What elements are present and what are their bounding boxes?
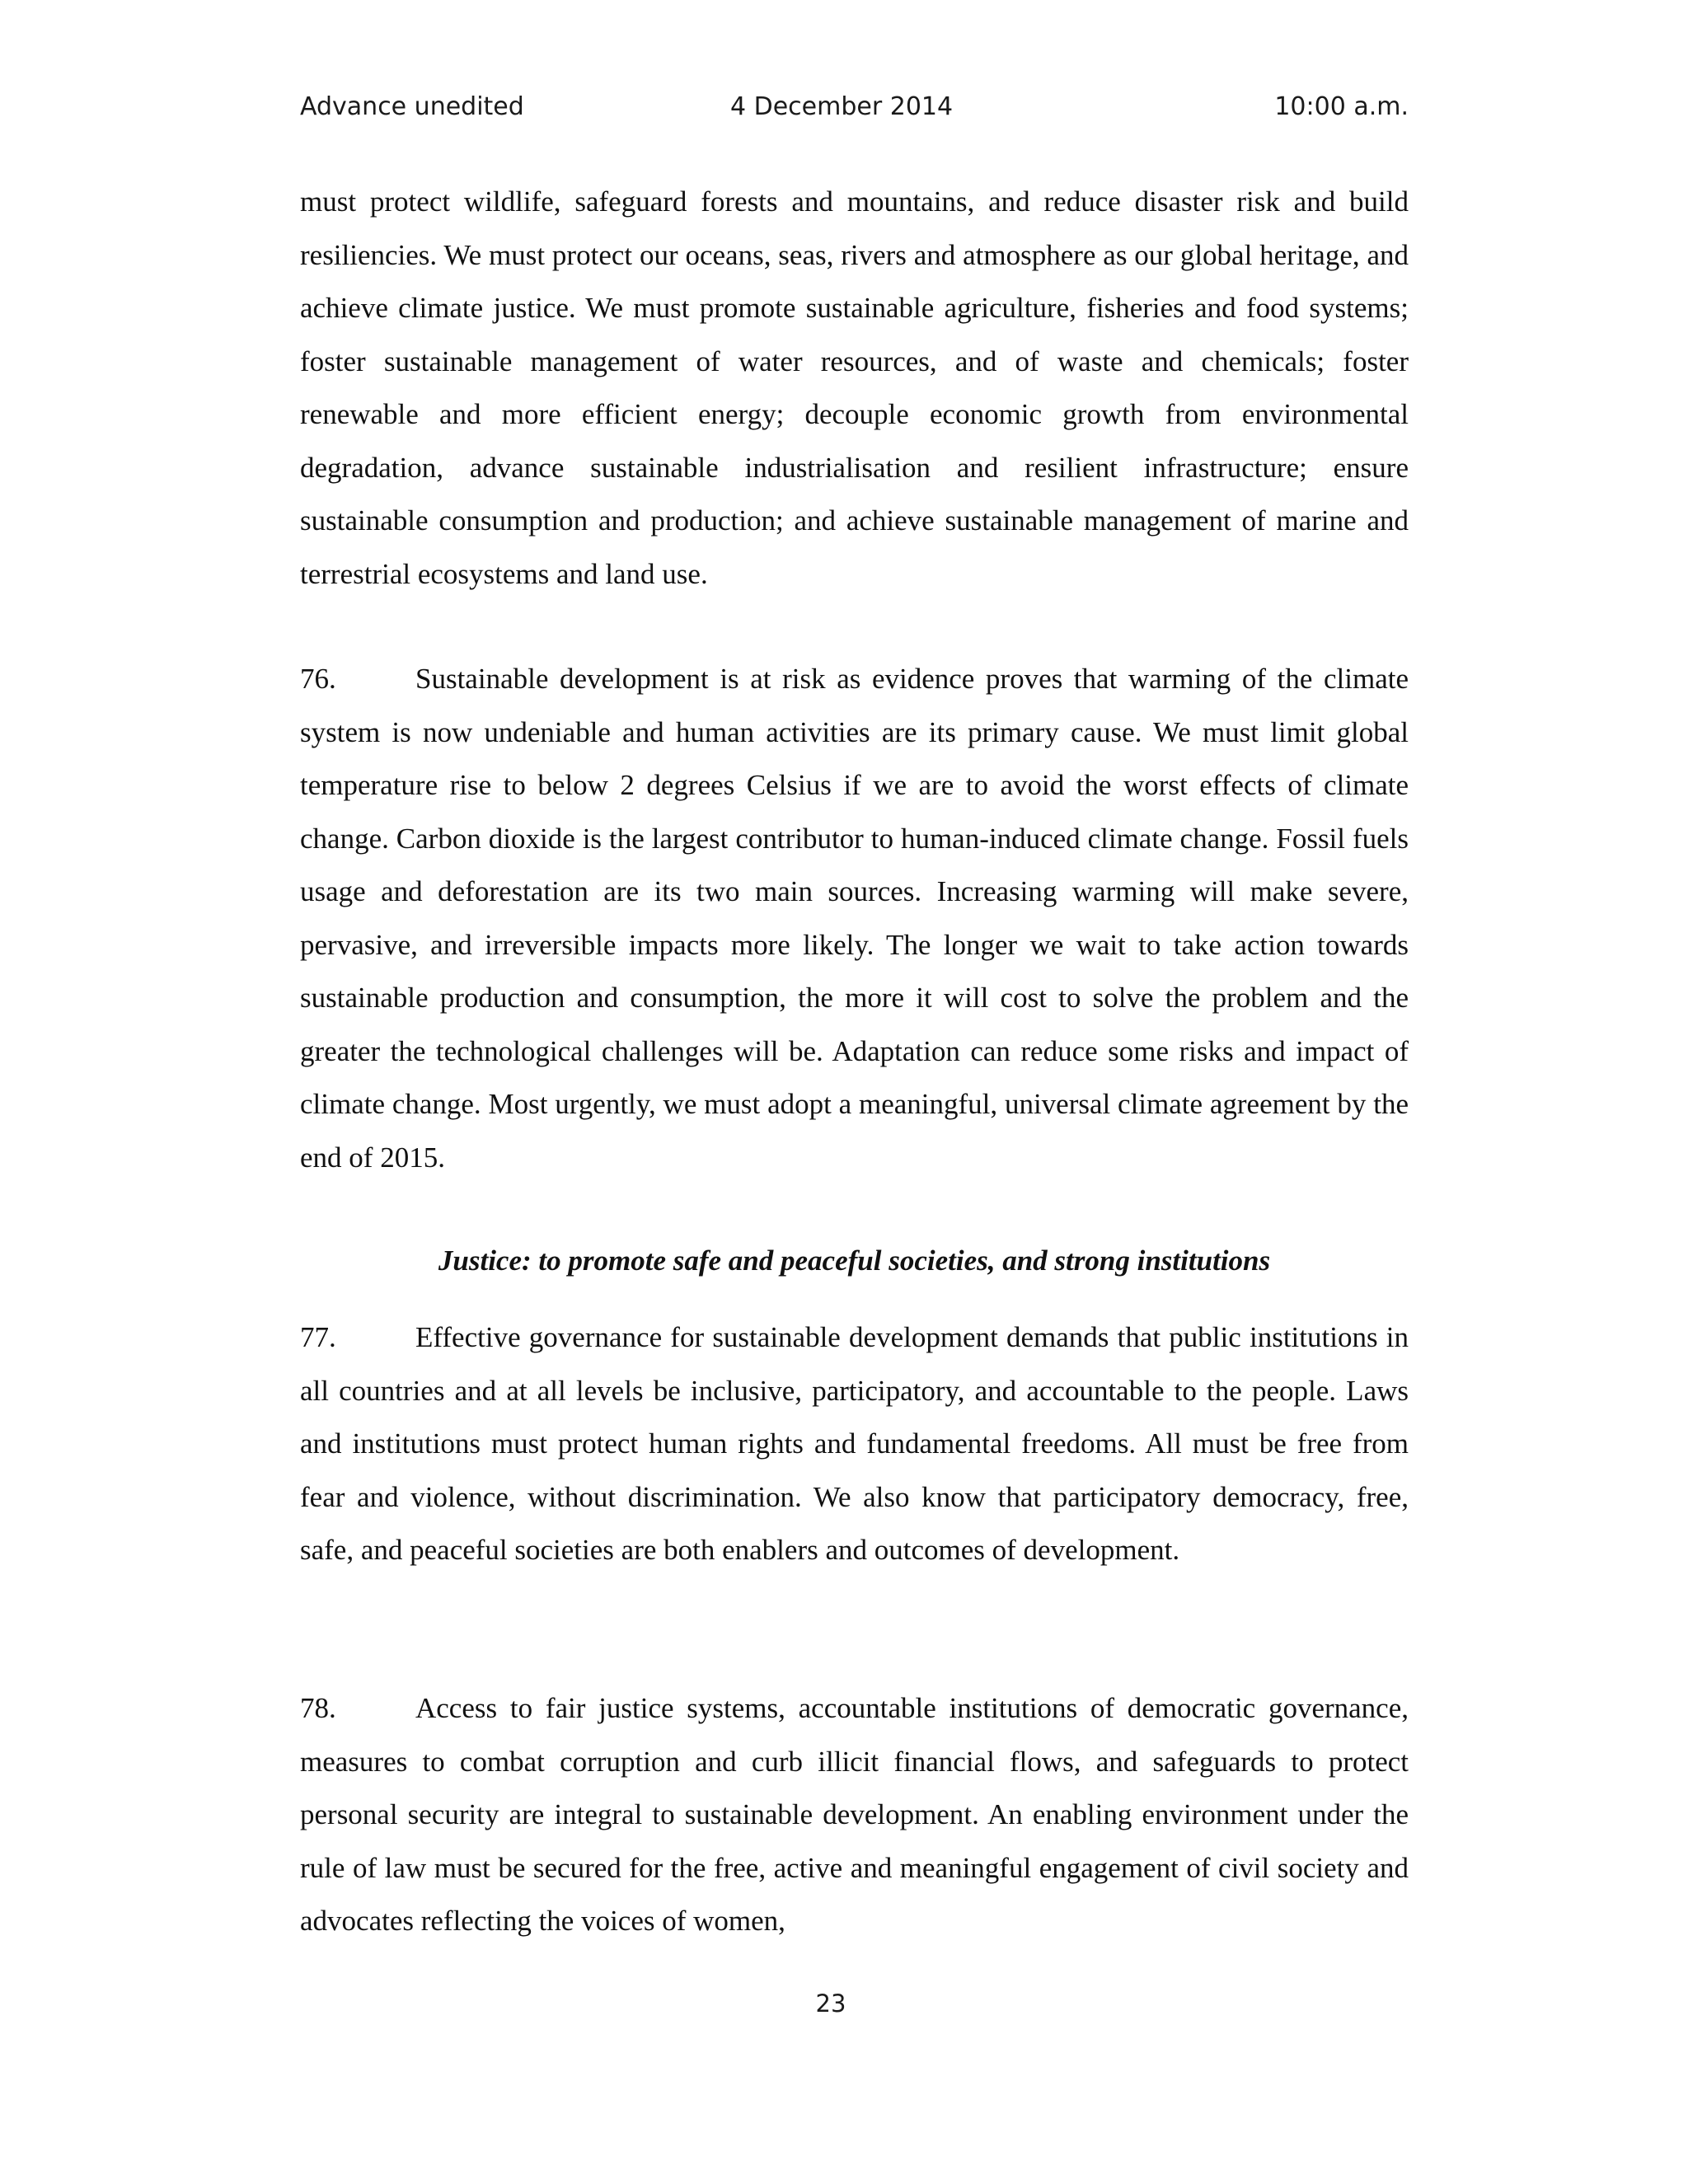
page-number: 23 xyxy=(815,1990,846,2018)
paragraph-78 xyxy=(300,1682,1409,1948)
page-header xyxy=(300,92,1409,129)
paragraph-text: Access to fair justice systems, accountable institutions of democratic governance, measures to combat corruption and curb illicit financial flows, and safeguards to protect personal security are integral to sustainable development. An enabling environment under the rule of law must be secured for the free, active and meaningful engagement of civil society and advocates reflecting the voices of women, xyxy=(300,1692,1409,1937)
paragraph-number: 76. xyxy=(300,663,336,695)
paragraph-number: 77. xyxy=(300,1321,336,1353)
header-date: 4 December 2014 xyxy=(730,92,954,121)
paragraph-text: Sustainable development is at risk as evidence proves that warming of the climate system is now undeniable and human activities are its primary cause. We must limit global temperature rise to below 2 degrees Celsius if we are to avoid the worst effects of climate change. Carbon dioxide is the largest contributor to human-induced climate change. Fossil fuels usage and deforestation are its two main sources. Increasing warming will make severe, pervasive, and irreversible impacts more likely. The longer we wait to take action towards sustainable production and consumption, the more it will cost to solve the problem and the greater the technological challenges will be. Adaptation can reduce some risks and impact of climate change. Most urgently, we must adopt a meaningful, universal climate agreement by the end of 2015. xyxy=(300,663,1409,1174)
paragraph-continued xyxy=(300,176,1409,601)
paragraph-77 xyxy=(300,1311,1409,1577)
paragraph-76 xyxy=(300,653,1409,1184)
paragraph-text: Effective governance for sustainable development demands that public institutions in all countries and at all levels be inclusive, participatory, and accountable to the people. Laws and institutions must protect human rights and fundamental freedoms. All must be free from fear and violence, without discrimination. We also know that participatory democracy, free, safe, and peaceful societies are both enablers and outcomes of development. xyxy=(300,1321,1409,1566)
paragraph-number: 78. xyxy=(300,1692,336,1724)
header-time: 10:00 a.m. xyxy=(1274,92,1409,121)
paragraph-text: must protect wildlife, safeguard forests and mountains, and reduce disaster risk and build resiliencies. We must protect our oceans, seas, rivers and atmosphere as our global heritage, and achieve climate justice. We must promote sustainable agriculture, fisheries and food systems; foster sustainable management of water resources, and of waste and chemicals; foster renewable and more efficient energy; decouple economic growth from environmental degradation, advance sustainable industrialisation and resilient infrastructure; ensure sustainable consumption and production; and achieve sustainable management of marine and terrestrial ecosystems and land use. xyxy=(300,185,1409,590)
section-heading: Justice: to promote safe and peaceful societies, and strong institutions xyxy=(438,1244,1271,1277)
header-status: Advance unedited xyxy=(300,92,524,121)
